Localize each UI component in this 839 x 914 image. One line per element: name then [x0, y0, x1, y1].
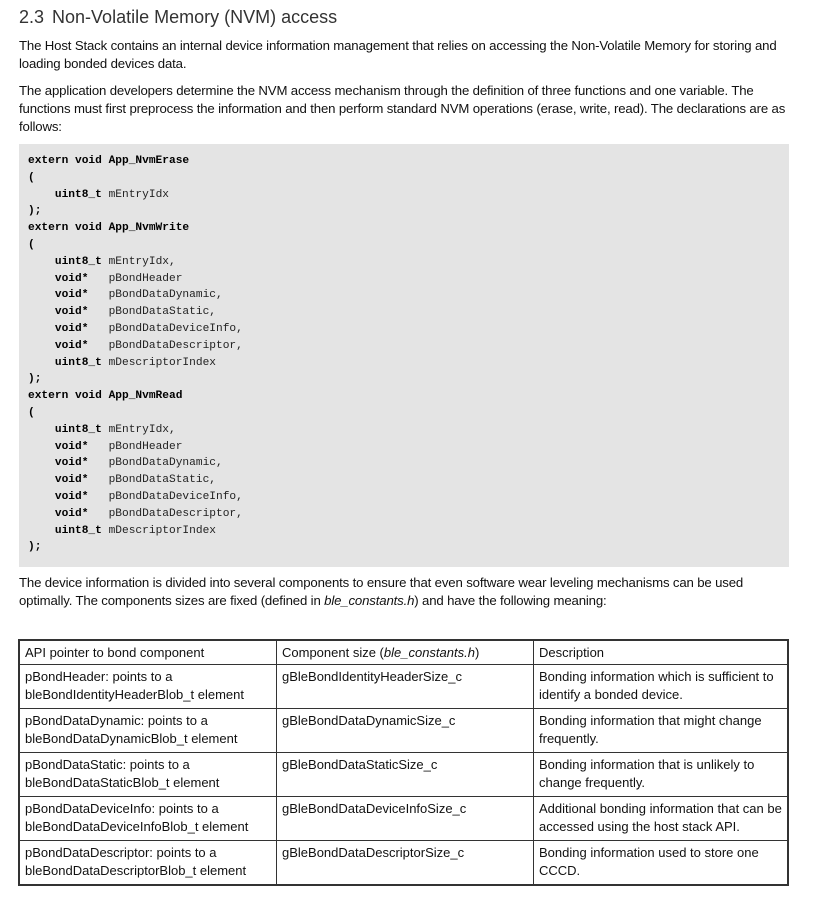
- code-identifier: pBondDataDescriptor,: [88, 507, 243, 520]
- code-identifier: mEntryIdx,: [101, 423, 176, 436]
- code-line: [28, 372, 41, 386]
- cell-component-size: gBleBondDataDynamicSize_c: [277, 709, 534, 753]
- code-keyword: (: [28, 171, 35, 184]
- pointer-name: pBondDataDescriptor: [25, 845, 150, 860]
- cell-description: Bonding information that might change frequently.: [534, 709, 789, 753]
- blob-type: bleBondDataDeviceInfoBlob_t element: [25, 819, 249, 834]
- pointer-name: pBondHeader: [25, 669, 106, 684]
- blob-type: bleBondIdentityHeaderBlob_t element: [25, 687, 244, 702]
- code-identifier: pBondDataStatic,: [88, 474, 216, 487]
- header-component-size: [277, 640, 534, 665]
- header-description: Description: [534, 640, 789, 665]
- cell-api-pointer: [19, 665, 277, 709]
- code-line: [28, 389, 182, 403]
- code-line: [28, 356, 216, 370]
- code-identifier: pBondHeader: [88, 272, 183, 285]
- code-keyword: );: [28, 541, 42, 554]
- code-line: [28, 322, 243, 336]
- code-keyword: (: [28, 239, 35, 251]
- pointer-name: pBondDataDeviceInfo: [25, 801, 152, 816]
- blob-type: bleBondDataDescriptorBlob_t element: [25, 863, 247, 878]
- code-keyword: void*: [28, 289, 89, 302]
- code-keyword: extern void App_NvmRead: [28, 390, 183, 403]
- code-keyword: uint8_t: [28, 188, 102, 201]
- cell-description: Bonding information which is sufficient to identify a bonded device.: [534, 665, 789, 709]
- code-line: [28, 406, 35, 420]
- code-identifier: pBondHeader: [88, 440, 183, 453]
- table-row: [19, 841, 788, 886]
- code-line: [28, 272, 182, 286]
- cell-component-size: gBleBondDataStaticSize_c: [277, 753, 534, 797]
- pointer-text: : points to a: [105, 669, 173, 684]
- code-keyword: uint8_t: [28, 423, 102, 436]
- code-identifier: mDescriptorIndex: [101, 356, 216, 369]
- code-line: [28, 238, 35, 252]
- code-block: [19, 144, 789, 567]
- paragraph-components: [19, 574, 794, 610]
- code-line: [28, 473, 216, 487]
- code-identifier: mEntryIdx: [101, 188, 169, 201]
- code-identifier: pBondDataDynamic,: [88, 289, 223, 302]
- cell-api-pointer: [19, 753, 277, 797]
- header-size-file: ble_constants.h: [383, 645, 475, 660]
- code-keyword: (: [28, 407, 35, 419]
- code-keyword: uint8_t: [28, 255, 102, 268]
- code-identifier: pBondDataDeviceInfo,: [88, 491, 243, 503]
- code-line: [28, 507, 243, 521]
- code-identifier: pBondDataDeviceInfo,: [88, 323, 243, 335]
- code-line: [28, 305, 216, 319]
- code-line: [28, 456, 223, 470]
- pointer-text: : points to a: [151, 801, 219, 816]
- code-identifier: pBondDataDescriptor,: [88, 339, 243, 352]
- code-line: [28, 490, 243, 504]
- code-keyword: void*: [28, 507, 89, 520]
- pointer-name: pBondDataStatic: [25, 757, 123, 772]
- code-keyword: void*: [28, 339, 89, 352]
- header-size-text: Component size (: [282, 645, 384, 660]
- code-line: [28, 540, 41, 554]
- header-size-close: ): [474, 645, 480, 660]
- cell-description: Additional bonding information that can be accessed using the host stack API.: [534, 797, 789, 841]
- table-header-row: [19, 640, 788, 665]
- code-keyword: extern void App_NvmErase: [28, 155, 190, 167]
- section-title: Non-Volatile Memory (NVM) access: [52, 7, 338, 27]
- code-identifier: pBondDataStatic,: [88, 306, 216, 319]
- code-keyword: );: [28, 205, 42, 218]
- code-keyword: void*: [28, 474, 89, 487]
- cell-component-size: gBleBondDataDeviceInfoSize_c: [277, 797, 534, 841]
- section-heading: [19, 7, 337, 28]
- code-line: [28, 288, 223, 302]
- pointer-text: : points to a: [122, 757, 190, 772]
- code-keyword: );: [28, 373, 42, 386]
- pointer-text: : points to a: [149, 845, 217, 860]
- code-keyword: void*: [28, 491, 89, 503]
- code-line: [28, 440, 182, 454]
- cell-api-pointer: [19, 797, 277, 841]
- code-line: [28, 188, 169, 202]
- code-keyword: uint8_t: [28, 356, 102, 369]
- code-line: [28, 423, 176, 437]
- header-api-pointer: API pointer to bond component: [19, 640, 277, 665]
- code-keyword: void*: [28, 306, 89, 319]
- table-row: [19, 797, 788, 841]
- cell-description: Bonding information that is unlikely to change frequently.: [534, 753, 789, 797]
- code-line: [28, 524, 216, 538]
- code-identifier: mEntryIdx,: [101, 255, 176, 268]
- paragraph-components-tail: ) and have the following meaning:: [414, 593, 607, 608]
- code-line: [28, 221, 189, 235]
- paragraph-intro: The Host Stack contains an internal device information management that relies on accessing the Non-Volatile Memory for storing and loading bonded devices data.: [19, 38, 777, 71]
- table-row: [19, 665, 788, 709]
- code-keyword: extern void App_NvmWrite: [28, 222, 190, 235]
- cell-component-size: gBleBondDataDescriptorSize_c: [277, 841, 534, 886]
- cell-description: Bonding information used to store one CCCD.: [534, 841, 789, 886]
- blob-type: bleBondDataDynamicBlob_t element: [25, 731, 238, 746]
- code-line: [28, 204, 41, 218]
- pointer-name: pBondDataDynamic: [25, 713, 141, 728]
- code-line: [28, 339, 243, 353]
- cell-api-pointer: [19, 841, 277, 886]
- code-keyword: void*: [28, 440, 89, 453]
- code-line: [28, 255, 176, 269]
- code-identifier: pBondDataDynamic,: [88, 457, 223, 470]
- paragraph-nvm-mechanism: The application developers determine the NVM access mechanism through the definition of three functions and one variable. The functions must first preprocess the information and then perform standard NVM operations (erase, write, read). The declarations are as follows:: [19, 83, 786, 134]
- code-line: [28, 154, 189, 168]
- code-keyword: uint8_t: [28, 524, 102, 537]
- cell-api-pointer: [19, 709, 277, 753]
- code-keyword: void*: [28, 323, 89, 335]
- file-name-ref: ble_constants.h: [324, 593, 415, 608]
- code-identifier: mDescriptorIndex: [101, 524, 216, 537]
- cell-component-size: gBleBondIdentityHeaderSize_c: [277, 665, 534, 709]
- code-line: [28, 171, 35, 185]
- paragraph-components-text: The device information is divided into several components to ensure that even software wear leveling mechanisms can be used optimally. The components sizes are fixed (defined in: [19, 575, 744, 608]
- blob-type: bleBondDataStaticBlob_t element: [25, 775, 220, 790]
- table-row: [19, 753, 788, 797]
- table-row: [19, 709, 788, 753]
- code-keyword: void*: [28, 457, 89, 470]
- code-keyword: void*: [28, 272, 89, 285]
- section-number: 2.3: [19, 7, 45, 27]
- pointer-text: : points to a: [140, 713, 208, 728]
- bond-components-table: [18, 639, 789, 886]
